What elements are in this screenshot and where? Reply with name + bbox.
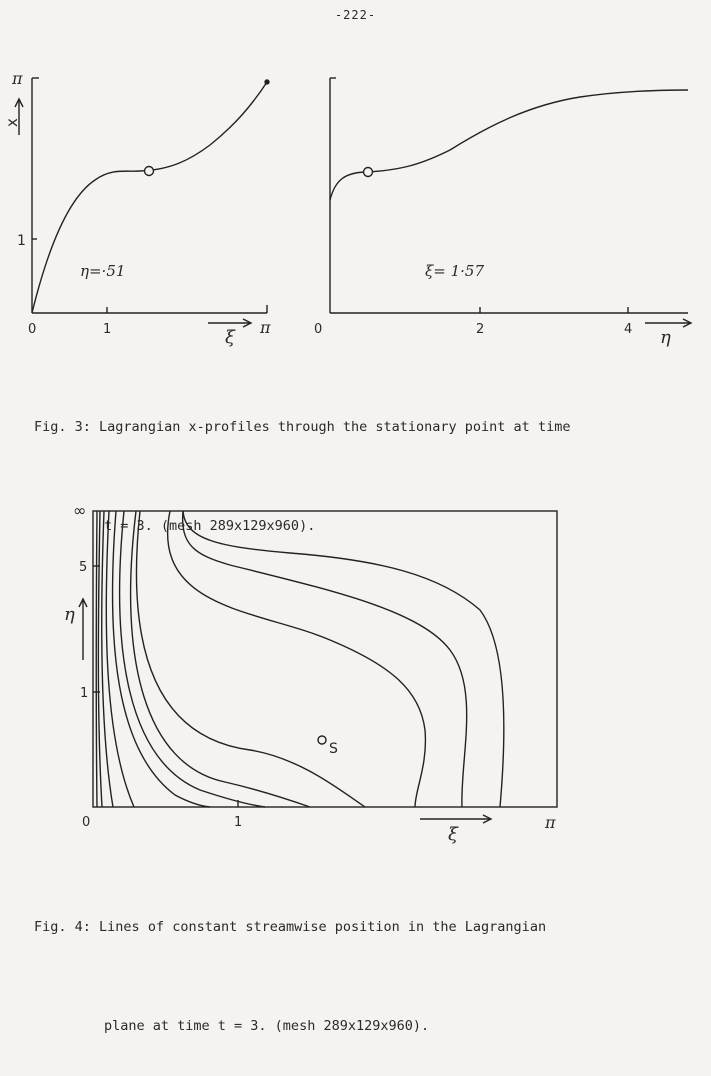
fig3-caption-line1: Fig. 3: Lagrangian x-profiles through the stationary point at time xyxy=(34,419,571,435)
fig3-caption xyxy=(34,345,570,576)
page-number: -222- xyxy=(334,8,377,22)
fig3-left-annotation: η=·51 xyxy=(80,262,126,280)
fig3-right-x-tick-label-0: 0 xyxy=(314,322,323,337)
fig3-caption-label: Fig. 3: xyxy=(34,419,91,435)
fig4-caption-line2: plane at time t = 3. (mesh 289x129x960). xyxy=(104,1018,430,1034)
fig3-right-x-tick-label-4: 4 xyxy=(624,322,633,337)
fig3-left-y-tick-label-1: 1 xyxy=(17,233,26,249)
fig4-caption-line1: Fig. 4: Lines of constant streamwise position in the Lagrangian xyxy=(34,919,547,935)
fig4-y-axis-label: η xyxy=(64,604,75,625)
fig4-caption xyxy=(34,845,546,1076)
fig4-x-tick-label-0: 0 xyxy=(82,815,91,830)
fig3-left-x-tick-label-0: 0 xyxy=(28,322,37,337)
fig3-right-x-axis-label: η xyxy=(660,327,671,348)
fig3-right-x-tick-label-2: 2 xyxy=(476,322,485,337)
fig4-y-tick-label-5: 5 xyxy=(79,560,88,575)
fig3-left-y-axis-label: x xyxy=(3,118,21,127)
fig3-left-x-tick-label-1: 1 xyxy=(103,322,112,337)
fig4-x-tick-label-1: 1 xyxy=(234,815,243,830)
fig3-left-end-dot xyxy=(265,80,269,84)
fig3-right-panel xyxy=(330,78,691,327)
fig3-left-x-axis-label: ξ xyxy=(225,327,235,348)
fig4-x-tick-label-pi: π xyxy=(545,813,556,832)
fig3-right-profile-curve xyxy=(330,90,688,200)
fig3-left-x-tick-label-pi: π xyxy=(260,318,271,337)
fig3-right-annotation: ξ= 1·57 xyxy=(425,262,484,280)
fig3-left-stationary-point xyxy=(145,167,154,176)
fig4-stationary-point xyxy=(318,736,326,744)
fig4-y-tick-label-infinity: ∞ xyxy=(73,501,87,520)
fig4-y-tick-label-1: 1 xyxy=(80,686,89,701)
fig4-stationary-point-label: S xyxy=(329,741,338,757)
fig4-x-axis-label: ξ xyxy=(448,824,458,845)
fig3-caption-line2: t = 3. (mesh 289x129x960). xyxy=(104,518,316,534)
fig3-left-y-tick-label-pi: π xyxy=(12,69,23,88)
fig3-left-panel xyxy=(15,78,269,327)
fig4-caption-label: Fig. 4: xyxy=(34,919,91,935)
fig3-right-stationary-point xyxy=(364,168,373,177)
fig3-left-profile-curve xyxy=(32,82,267,313)
